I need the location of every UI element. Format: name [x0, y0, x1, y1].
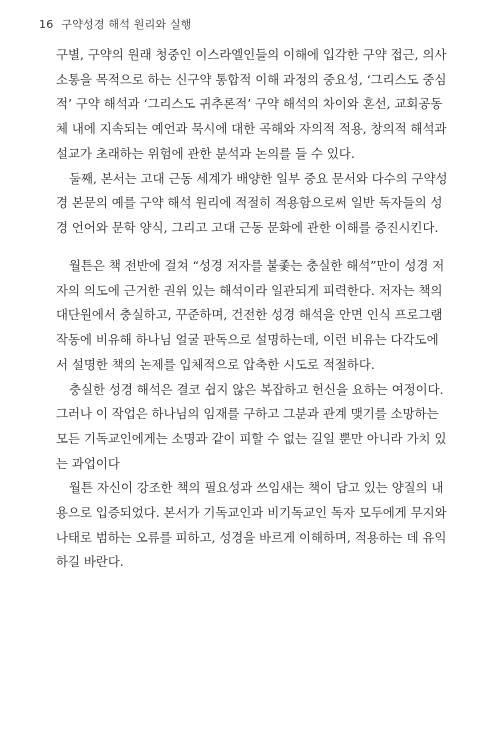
text-line: 소통을 목적으로 하는 신구약 통합적 이해 과정의 중요성, ‘그리스도 중심	[56, 71, 447, 87]
text-line: 설교가 초래하는 위험에 관한 분석과 논의를 들 수 있다.	[56, 145, 355, 161]
text-line: 대단원에서 충실하고, 꾸준하며, 건전한 성경 해석을 안면 인식 프로그램	[56, 307, 443, 323]
paragraph	[56, 254, 446, 378]
text-line: 충실한 성경 해석은 결코 쉽지 않은 복잡하고 헌신을 요하는 여정이다.	[69, 381, 444, 397]
text-line: 하길 바란다.	[56, 554, 124, 570]
text-line: 적’ 구약 해석과 ‘그리스도 귀추론적’ 구약 해석의 차이와 혼선, 교회공동	[56, 96, 443, 112]
text-line: 나태로 범하는 오류를 피하고, 성경을 바르게 이해하며, 적용하는 데 유익	[56, 529, 447, 545]
text-line: 구별, 구약의 원래 청중인 이스라엘인들의 이해에 입각한 구약 접근, 의사	[56, 47, 447, 62]
text-line: 둘째, 본서는 고대 근동 세계가 배양한 일부 중요 문서와 다수의 구약성	[69, 170, 448, 186]
paragraph	[56, 476, 446, 575]
text-block-lower	[56, 254, 446, 575]
running-header	[39, 15, 192, 33]
book-title: 구약성경 해석 원리와 실행	[61, 18, 192, 31]
text-block-upper	[56, 43, 446, 241]
text-line: 서 설명한 책의 논제를 입체적으로 압축한 시도로 적절하다.	[56, 356, 375, 372]
paragraph	[56, 43, 446, 167]
paragraph	[56, 167, 446, 241]
page-number: 16	[39, 17, 54, 31]
text-line: 경 본문의 예를 구약 해석 원리에 적절히 적용함으로써 일반 독자들의 성	[56, 195, 443, 211]
text-line: 경 언어와 문학 양식, 그리고 고대 근동 문화에 관한 이해를 증진시킨다.	[56, 219, 439, 235]
text-line: 체 내에 지속되는 예언과 묵시에 대한 곡해와 자의적 적용, 창의적 해석과	[56, 121, 447, 137]
text-line: 월튼은 책 전반에 걸쳐 “성경 저자를 붙좇는 충실한 해석”만이 성경 저	[69, 258, 445, 273]
text-line: 는 과업이다	[56, 455, 120, 471]
text-line: 모든 기독교인에게는 소명과 같이 피할 수 없는 길일 뿐만 아니라 가치 있	[56, 430, 447, 446]
paragraph	[56, 378, 446, 477]
text-line: 용으로 입증되었다. 본서가 기독교인과 비기독교인 독자 모두에게 무지와	[56, 505, 447, 521]
text-line: 그러나 이 작업은 하나님의 임재를 구하고 그분과 관계 맺기를 소망하는	[56, 406, 439, 422]
text-line: 월튼 자신이 강조한 책의 필요성과 쓰임새는 책이 담고 있는 양질의 내	[69, 480, 444, 496]
text-line: 작동에 비유해 하나님 얼굴 판독으로 설명하는데, 이런 비유는 다각도에	[56, 332, 439, 348]
text-line: 자의 의도에 근거한 권위 있는 해석이라 일관되게 피력한다. 저자는 책의	[56, 282, 443, 298]
